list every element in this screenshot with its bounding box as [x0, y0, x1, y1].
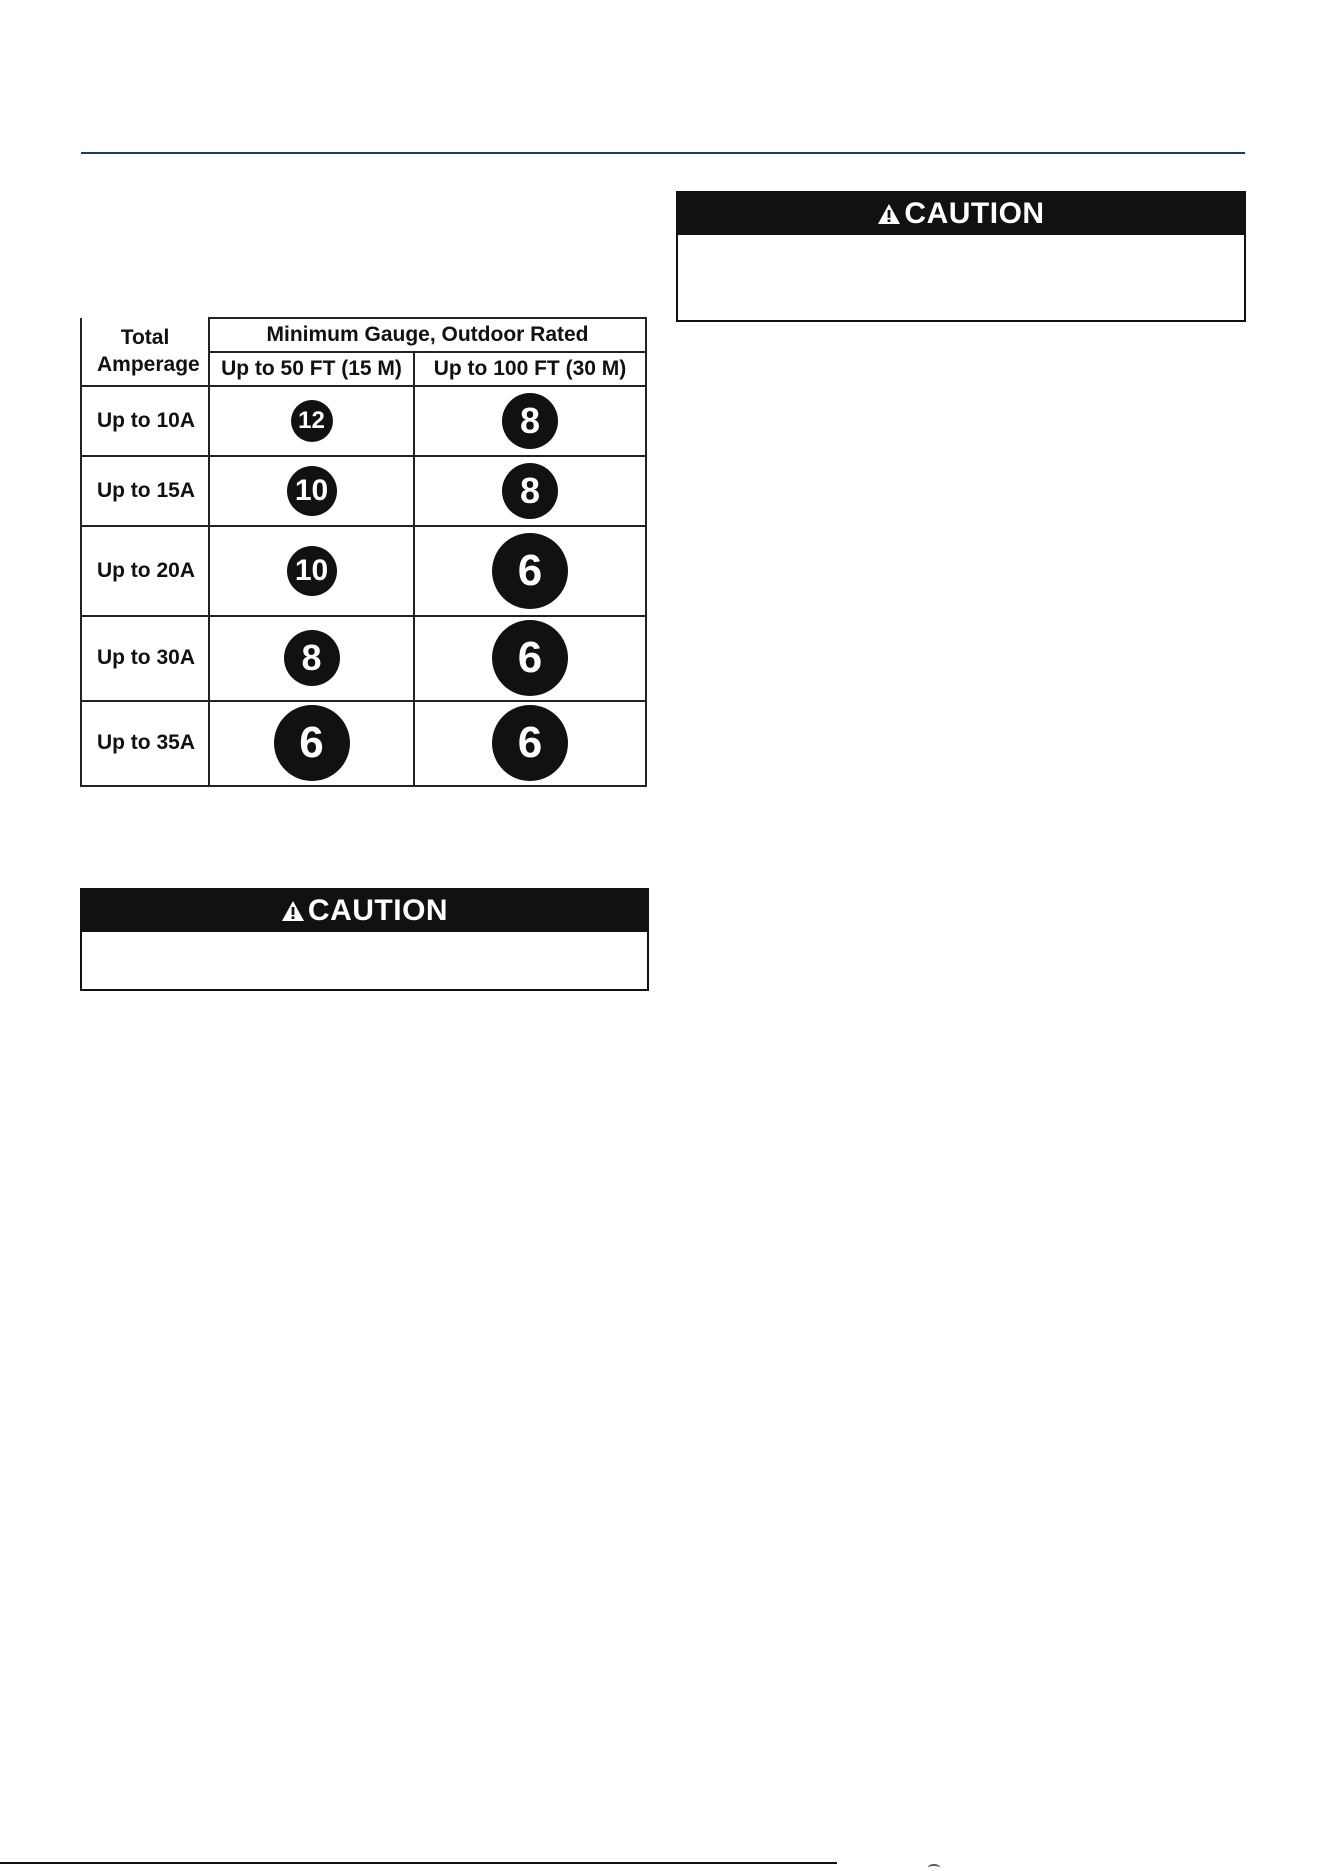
table-row — [81, 456, 646, 526]
amperage-cell: Up to 15A — [96, 479, 195, 503]
warning-triangle-icon — [281, 900, 305, 922]
minimum-gauge-header: Minimum Gauge, Outdoor Rated — [209, 318, 646, 352]
amperage-cell: Up to 20A — [96, 559, 195, 582]
gauge-50ft-badge: 10 — [287, 466, 337, 516]
column-header-50ft: Up to 50 FT (15 M) — [209, 352, 414, 386]
gauge-100ft-badge: 6 — [492, 620, 568, 696]
caution-header — [678, 193, 1244, 235]
gauge-100ft-badge: 8 — [502, 393, 558, 449]
table-row — [81, 616, 646, 701]
gauge-50ft-badge: 12 — [291, 400, 333, 442]
table-row — [81, 701, 646, 786]
gauge-50ft-badge: 8 — [284, 630, 340, 686]
total-amperage-header: Total Amperage — [81, 318, 209, 386]
caution-label: CAUTION — [307, 894, 449, 927]
caution-header — [82, 890, 647, 932]
gauge-50ft-badge: 6 — [274, 705, 350, 781]
caution-label: CAUTION — [904, 197, 1045, 230]
amperage-cell: Up to 10A — [96, 409, 195, 433]
gauge-100ft-badge: 8 — [502, 463, 558, 519]
table-row — [81, 386, 646, 456]
caution-box-bottom — [80, 888, 649, 991]
table-row — [81, 526, 646, 615]
gauge-100ft-badge: 6 — [492, 533, 568, 609]
gauge-100ft-badge: 6 — [492, 705, 568, 781]
warning-triangle-icon — [877, 203, 901, 225]
header-rule — [81, 152, 1245, 154]
footer-rule — [0, 1862, 837, 1864]
extension-cord-gauge-table — [80, 317, 645, 787]
footer-mark — [928, 1864, 940, 1871]
gauge-50ft-badge: 10 — [287, 546, 337, 596]
amperage-cell: Up to 35A — [96, 731, 195, 755]
caution-box-top — [676, 191, 1246, 322]
amperage-cell: Up to 30A — [96, 646, 195, 670]
column-header-100ft: Up to 100 FT (30 M) — [414, 352, 646, 386]
